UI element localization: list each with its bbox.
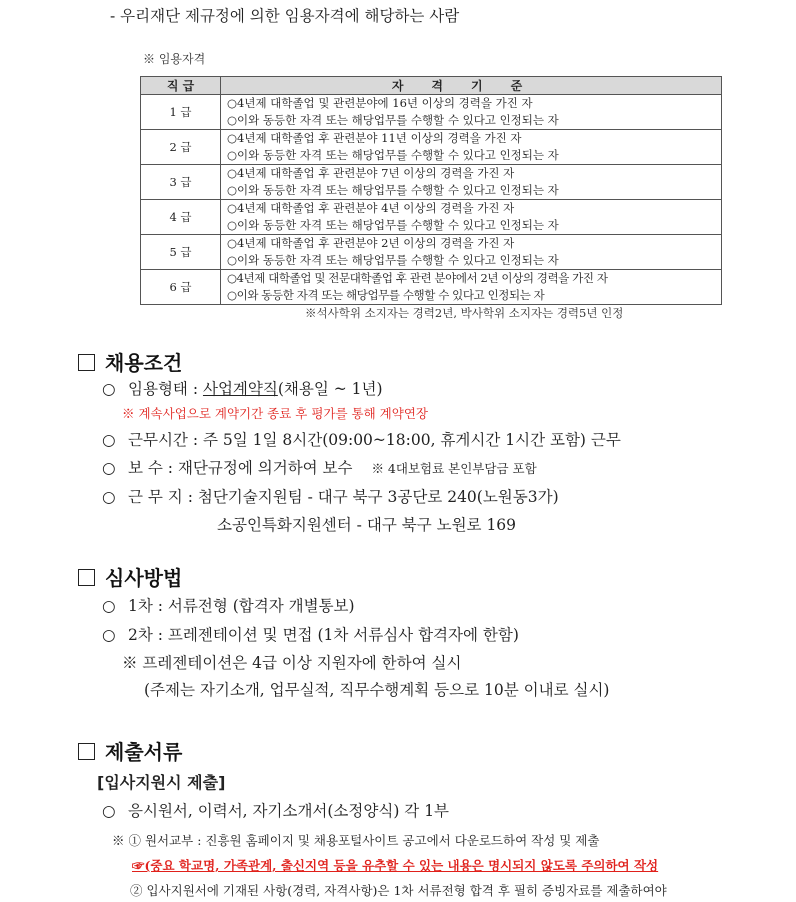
table-row [141, 130, 722, 165]
table-row [141, 270, 722, 305]
qualification-title: ※ 임용자격 [143, 52, 206, 66]
section-heading-documents: 제출서류 [78, 736, 182, 765]
workplace-line: ○ 근 무 지 : 첨단기술지원팀 - 대구 북구 3공단로 240(노원동3가) [102, 488, 559, 506]
criteria-cell: ○4년제 대학졸업 및 관련분야에 16년 이상의 경력을 가진 자 ○이와 동등한 자격 또는 해당업무를 수행할 수 있다고 인정되는 자 [221, 95, 722, 130]
header-grade: 직 급 [141, 77, 221, 95]
criteria-cell: ○4년제 대학졸업 후 관련분야 2년 이상의 경력을 가진 자 ○이와 동등한 자격 또는 해당업무를 수행할 수 있다고 인정되는 자 [221, 235, 722, 270]
pay-line: ○ 보 수 : 재단규정에 의거하여 보수 ※ 4대보험료 본인부담금 포함 [102, 459, 537, 477]
table-header-row [141, 77, 722, 95]
criteria-cell: ○4년제 대학졸업 후 관련분야 7년 이상의 경력을 가진 자 ○이와 동등한 자격 또는 해당업무를 수행할 수 있다고 인정되는 자 [221, 165, 722, 200]
degree-footnote: ※석사학위 소지자는 경력2년, 박사학위 소지자는 경력5년 인정 [305, 306, 624, 320]
checkbox-square-icon [78, 354, 95, 371]
grade-cell: 4 급 [141, 200, 221, 235]
grade-cell: 2 급 [141, 130, 221, 165]
employment-type-line: ○ 임용형태 : 사업계약직(채용일 ~ 1년) [102, 380, 383, 398]
table-row [141, 235, 722, 270]
work-hours-line: ○ 근무시간 : 주 5일 1일 8시간(09:00~18:00, 휴게시간 1시간 포함) 근무 [102, 431, 621, 449]
grade-cell: 1 급 [141, 95, 221, 130]
header-criteria: 자격기준 [221, 77, 722, 95]
grade-cell: 5 급 [141, 235, 221, 270]
checkbox-square-icon [78, 569, 95, 586]
documents-item: ○ 응시원서, 이력서, 자기소개서(소정양식) 각 1부 [102, 802, 450, 820]
grade-cell: 3 급 [141, 165, 221, 200]
criteria-cell: ○4년제 대학졸업 후 관련분야 4년 이상의 경력을 가진 자 ○이와 동등한 자격 또는 해당업무를 수행할 수 있다고 인정되는 자 [221, 200, 722, 235]
privacy-warning: ☞(중요 학교명, 가족관계, 출신지역 등을 유추할 수 있는 내용은 명시되지 않도록 주의하여 작성 [132, 858, 659, 873]
grade-cell: 6 급 [141, 270, 221, 305]
insurance-note: ※ 4대보험료 본인부담금 포함 [371, 461, 537, 476]
table-row [141, 200, 722, 235]
documents-note-2: ② 입사지원서에 기재된 사항(경력, 자격사항)은 1차 서류전형 합격 후 필히 증빙자료를 제출하여야 [130, 883, 667, 898]
qualification-table [140, 76, 722, 305]
table-row [141, 165, 722, 200]
section-heading-employment: 채용조건 [78, 347, 182, 376]
table-row [141, 95, 722, 130]
criteria-cell: ○4년제 대학졸업 후 관련분야 11년 이상의 경력을 가진 자 ○이와 동등한 자격 또는 해당업무를 수행할 수 있다고 인정되는 자 [221, 130, 722, 165]
eligibility-line: - 우리재단 제규정에 의한 임용자격에 해당하는 사람 [110, 7, 460, 25]
checkbox-square-icon [78, 743, 95, 760]
employment-type-value: 사업계약직 [202, 380, 278, 398]
review-step-2: ○ 2차 : 프레젠테이션 및 면접 (1차 서류심사 합격자에 한함) [102, 626, 519, 644]
documents-subheading: [입사지원시 제출] [97, 773, 226, 792]
section-heading-review: 심사방법 [78, 562, 182, 591]
workplace-line-2: 소공인특화지원센터 - 대구 북구 노원로 169 [217, 516, 517, 534]
criteria-cell: ○4년제 대학졸업 및 전문대학졸업 후 관련 분야에서 2년 이상의 경력을 가진 자 ○이와 동등한 자격 또는 해당업무를 수행할 수 있다고 인정되는 자 [221, 270, 722, 305]
presentation-topic-note: (주제는 자기소개, 업무실적, 직무수행계획 등으로 10분 이내로 실시) [144, 681, 610, 699]
presentation-note: ※ 프레젠테이션은 4급 이상 지원자에 한하여 실시 [122, 654, 462, 672]
documents-note-1: ※ ① 원서교부 : 진흥원 홈페이지 및 채용포털사이트 공고에서 다운로드하여 작성 및 제출 [112, 833, 600, 848]
review-step-1: ○ 1차 : 서류전형 (합격자 개별통보) [102, 597, 355, 615]
contract-extension-note: ※ 계속사업으로 계약기간 종료 후 평가를 통해 계약연장 [122, 406, 428, 421]
